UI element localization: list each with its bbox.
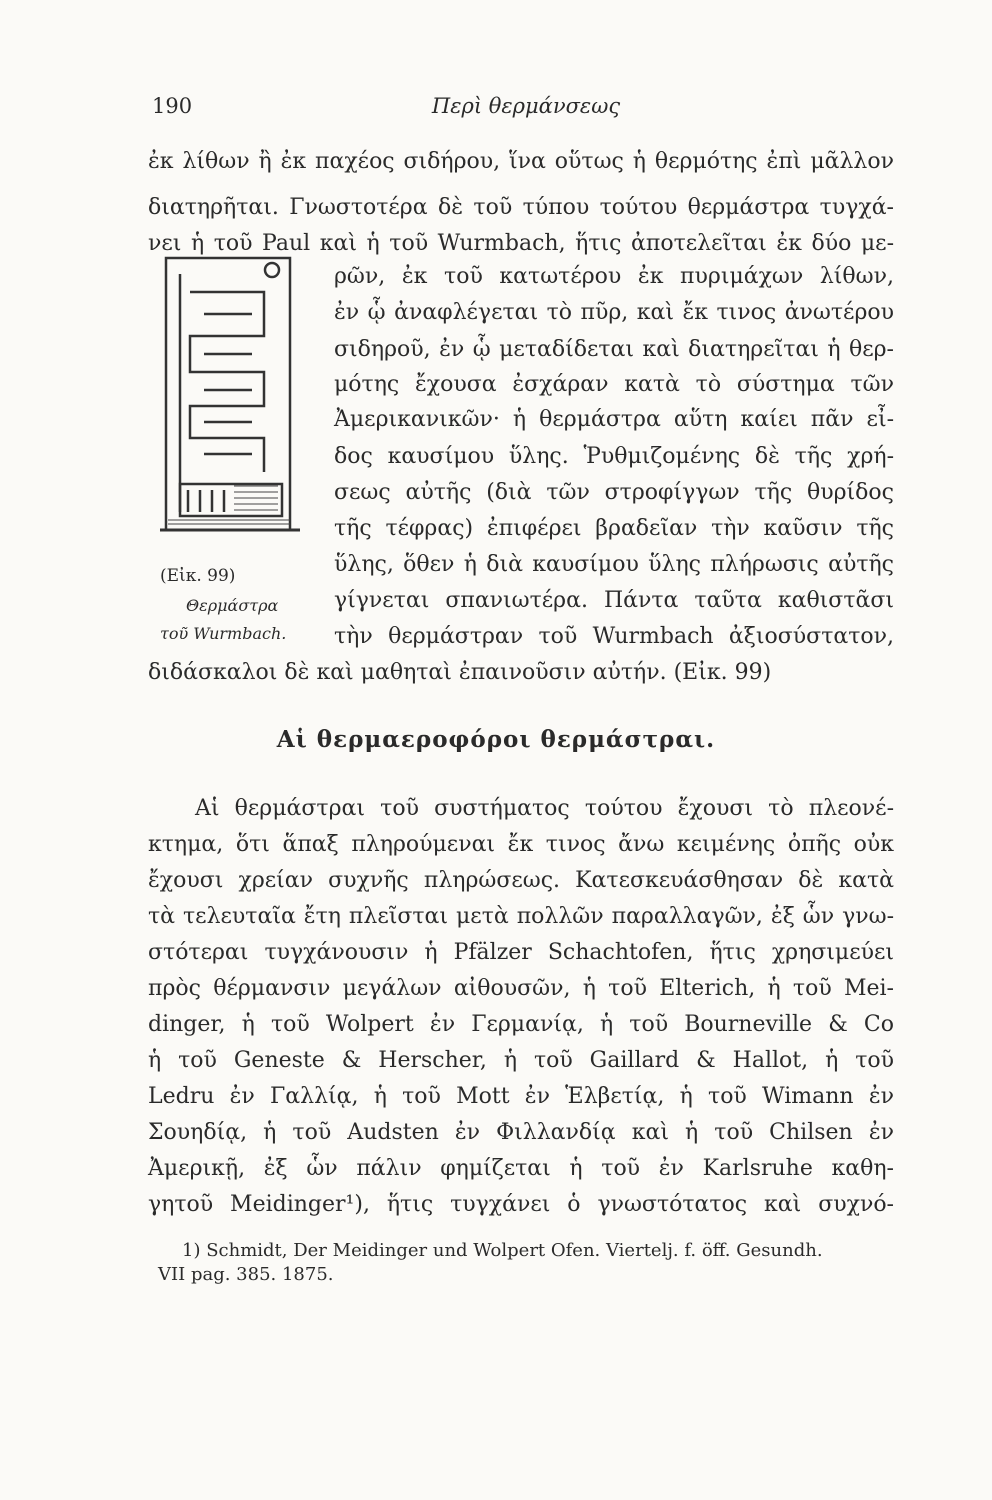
text-line: ἐκ λίθων ἢ ἐκ παχέος σιδήρου, ἵνα οὕτως ἡ θερμότης ἐπὶ μᾶλλον: [148, 149, 894, 174]
text-line: ρῶν, ἐκ τοῦ κατωτέρου ἐκ πυριμάχων λίθων,: [334, 264, 894, 289]
text-line: μότης ἔχουσα ἐσχάραν κατὰ τὸ σύστημα τῶν: [334, 372, 894, 397]
text-line: στότεραι τυγχάνουσιν ἡ Pfälzer Schachtofen, ἥτις χρησιμεύει: [148, 940, 894, 965]
text-line: ἐν ᾧ ἀναφλέγεται τὸ πῦρ, καὶ ἔκ τινος ἀνωτέρου: [334, 300, 894, 325]
text-line: διδάσκαλοι δὲ καὶ μαθηταὶ ἐπαινοῦσιν αὐτήν. (Εἰκ. 99): [148, 660, 772, 685]
text-line: Σουηδίᾳ, ἡ τοῦ Audsten ἐν Φιλλανδίᾳ καὶ ἡ τοῦ Chilsen ἐν: [148, 1120, 894, 1145]
page-number: 190: [152, 94, 193, 118]
running-title: Περὶ θερμάνσεως: [431, 94, 621, 118]
section-heading: Αἱ θερμαεροφόροι θερμάστραι.: [276, 726, 716, 753]
text-line: dinger, ἡ τοῦ Wolpert ἐν Γερμανίᾳ, ἡ τοῦ Bourneville & Co: [148, 1012, 894, 1037]
text-line: ὕλης, ὅθεν ἡ διὰ καυσίμου ὕλης πλήρωσις αὐτῆς: [334, 552, 894, 577]
text-line: ἔχουσι χρείαν συχνῆς πληρώσεως. Κατεσκευάσθησαν δὲ κατὰ: [148, 868, 894, 893]
text-line: σιδηροῦ, ἐν ᾧ μεταδίδεται καὶ διατηρεῖται ἡ θερ-: [334, 337, 894, 362]
text-line: πρὸς θέρμανσιν μεγάλων αἰθουσῶν, ἡ τοῦ Elterich, ἡ τοῦ Mei-: [148, 976, 894, 1001]
text-line: νει ἡ τοῦ Paul καὶ ἡ τοῦ Wurmbach, ἥτις ἀποτελεῖται ἐκ δύο με-: [148, 231, 894, 256]
text-line: γητοῦ Meidinger¹), ἥτις τυγχάνει ὁ γνωστότατος καὶ συχνό-: [148, 1192, 894, 1217]
text-line: κτημα, ὅτι ἅπαξ πληρούμεναι ἔκ τινος ἄνω κειμένης ὀπῆς οὐκ: [148, 832, 894, 857]
flue-opening-icon: [265, 263, 279, 277]
text-line: Ἀμερικανικῶν· ἡ θερμάστρα αὕτη καίει πᾶν εἶ-: [334, 407, 894, 432]
figure-caption-line1: Θερμάστρα: [186, 596, 279, 615]
text-line: γίγνεται σπανιωτέρα. Πάντα ταῦτα καθιστᾶσι: [334, 588, 894, 613]
text-line: διατηρῆται. Γνωστοτέρα δὲ τοῦ τύπου τούτου θερμάστρα τυγχά-: [148, 195, 894, 220]
figure-caption-line2: τοῦ Wurmbach.: [160, 624, 287, 643]
stove-figure: [160, 254, 300, 554]
text-line: τὰ τελευταῖα ἔτη πλεῖσται μετὰ πολλῶν παραλλαγῶν, ἐξ ὧν γνω-: [148, 904, 894, 929]
text-line: Αἱ θερμάστραι τοῦ συστήματος τούτου ἔχουσι τὸ πλεονέ-: [195, 796, 894, 821]
text-line: τῆς τέφρας) ἐπιφέρει βραδεῖαν τὴν καῦσιν τῆς: [334, 516, 894, 541]
text-line: δος καυσίμου ὕλης. Ῥυθμιζομένης δὲ τῆς χρή-: [334, 444, 894, 469]
footnote-line2: VII pag. 385. 1875.: [158, 1264, 334, 1285]
text-line: σεως αὐτῆς (διὰ τῶν στροφίγγων τῆς θυρίδος: [334, 480, 894, 505]
text-line: ἡ τοῦ Geneste & Herscher, ἡ τοῦ Gaillard & Hallot, ἡ τοῦ: [148, 1048, 894, 1073]
text-line: Ἀμερικῇ, ἐξ ὧν πάλιν φημίζεται ἡ τοῦ ἐν Karlsruhe καθη-: [148, 1156, 894, 1181]
text-line: Ledru ἐν Γαλλίᾳ, ἡ τοῦ Mott ἐν Ἑλβετίᾳ, ἡ τοῦ Wimann ἐν: [148, 1084, 894, 1109]
text-line: τὴν θερμάστραν τοῦ Wurmbach ἀξιοσύστατον,: [334, 624, 894, 649]
figure-label: (Εἰκ. 99): [160, 566, 236, 586]
footnote-line1: 1) Schmidt, Der Meidinger und Wolpert Ofen. Viertelj. f. öff. Gesundh.: [182, 1240, 823, 1261]
